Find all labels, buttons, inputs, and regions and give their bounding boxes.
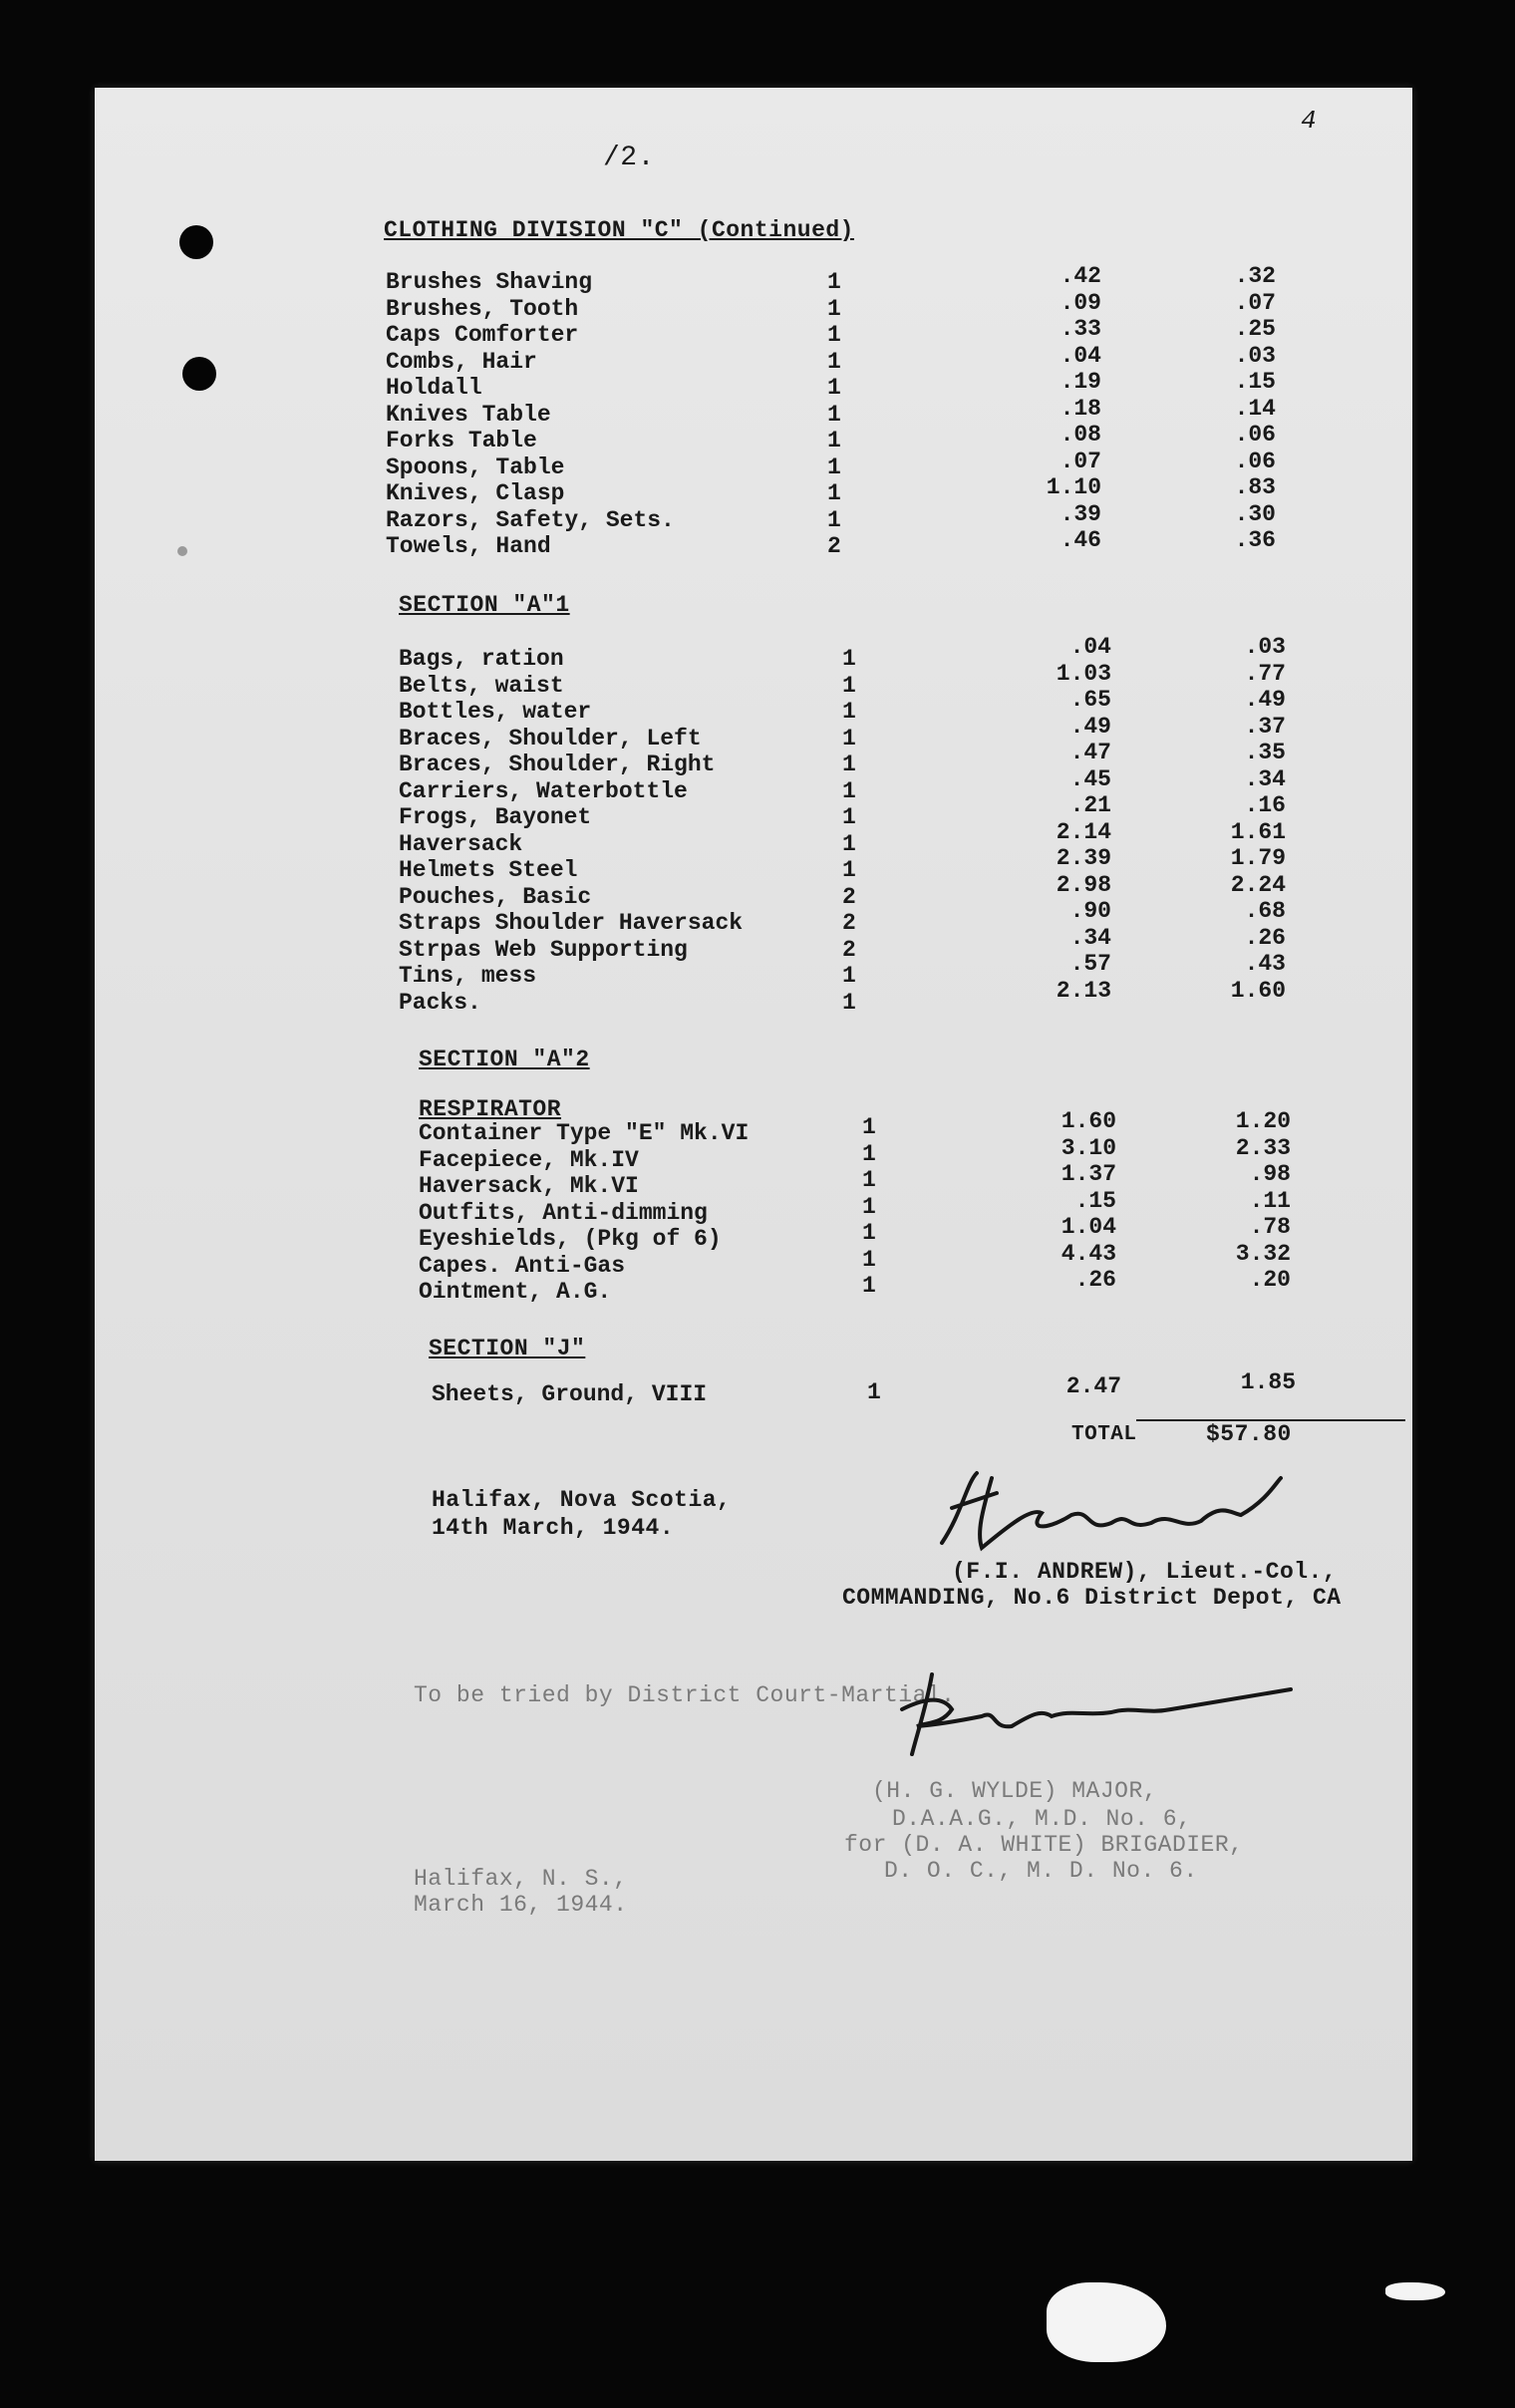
- item-value: .14: [1234, 395, 1276, 422]
- item-names: Braces, Shoulder, Left: [399, 725, 702, 752]
- j-price: [1022, 1373, 1121, 1400]
- item-price: .49: [1069, 713, 1111, 740]
- brigadier-line-2: D.A.A.G., M.D. No. 6,: [892, 1806, 1192, 1832]
- item-value: .35: [1244, 740, 1286, 765]
- item-names: Holdall: [386, 375, 482, 401]
- j-qty: [867, 1379, 881, 1406]
- a2-value: [1191, 1108, 1291, 1294]
- item-names: Sheets, Ground, VIII: [432, 1381, 708, 1407]
- item-price: .65: [1069, 687, 1111, 713]
- a1-qty: [842, 646, 856, 1016]
- item-value: .03: [1244, 634, 1286, 660]
- item-names: Bottles, water: [399, 699, 592, 725]
- total-label: TOTAL: [1071, 1423, 1137, 1446]
- item-qty: 1: [827, 453, 841, 480]
- item-names: Straps Shoulder Haversack: [399, 910, 744, 936]
- commanding-line-2: COMMANDING, No.6 District Depot, CA: [842, 1585, 1342, 1611]
- item-value: .34: [1244, 765, 1286, 792]
- item-names: Bags, ration: [399, 646, 564, 672]
- item-qty: 1: [842, 857, 856, 883]
- item-price: 1.10: [1046, 474, 1101, 500]
- court-martial-note: To be tried by District Court-Martial.: [414, 1682, 956, 1708]
- document-page: [95, 88, 1412, 2161]
- item-value: .49: [1244, 687, 1286, 713]
- item-qty: 1: [842, 752, 856, 777]
- j-value: [1196, 1369, 1296, 1396]
- item-price: 2.98: [1056, 871, 1111, 898]
- item-names: Ointment, A.G.: [419, 1279, 612, 1305]
- item-value: .06: [1234, 448, 1276, 474]
- item-price: .08: [1060, 422, 1101, 448]
- item-names: Razors, Safety, Sets.: [386, 506, 675, 533]
- item-price: 4.43: [1060, 1240, 1116, 1267]
- item-price: .15: [1074, 1187, 1116, 1214]
- total-value: $57.80: [1206, 1421, 1292, 1447]
- item-price: .90: [1069, 898, 1111, 924]
- item-qty: 1: [827, 401, 841, 428]
- item-names: Frogs, Bayonet: [399, 804, 592, 830]
- item-price: 2.39: [1056, 845, 1111, 871]
- commanding-line-1: (F.I. ANDREW), Lieut.-Col.,: [952, 1559, 1338, 1585]
- item-value: .83: [1234, 474, 1276, 500]
- item-names: Forks Table: [386, 428, 537, 453]
- item-value: .77: [1244, 660, 1286, 687]
- a1-value: [1186, 634, 1286, 1004]
- item-names: Spoons, Table: [386, 453, 565, 480]
- item-price: 2.47: [1065, 1373, 1121, 1399]
- item-value: .32: [1234, 263, 1276, 289]
- item-value: .36: [1234, 527, 1276, 553]
- item-qty: 1: [827, 322, 841, 348]
- item-qty: 1: [842, 989, 856, 1016]
- item-names: Braces, Shoulder, Right: [399, 752, 716, 777]
- item-price: .04: [1069, 634, 1111, 660]
- a2-qty: [862, 1114, 876, 1300]
- item-price: .07: [1060, 448, 1101, 474]
- item-value: .30: [1234, 500, 1276, 527]
- punch-hole-mark: [177, 546, 187, 556]
- j-names: [432, 1381, 707, 1408]
- item-price: .42: [1060, 263, 1101, 289]
- film-artifact: [1047, 2282, 1166, 2362]
- item-price: 2.13: [1056, 977, 1111, 1004]
- item-price: .21: [1069, 792, 1111, 818]
- item-price: 1.37: [1060, 1161, 1116, 1187]
- item-names: Brushes, Tooth: [386, 295, 579, 322]
- item-value: .98: [1249, 1161, 1291, 1187]
- brigadier-line-4: D. O. C., M. D. No. 6.: [884, 1858, 1198, 1884]
- item-value: .68: [1244, 898, 1286, 924]
- clothing-value: [1176, 263, 1276, 554]
- item-value: 1.85: [1240, 1369, 1296, 1395]
- item-value: .16: [1244, 792, 1286, 818]
- item-price: .46: [1060, 527, 1101, 553]
- clothing-names: [386, 269, 675, 560]
- item-qty: 1: [862, 1140, 876, 1167]
- section-a1-heading: SECTION "A"1: [399, 592, 570, 618]
- item-qty: 1: [827, 269, 841, 295]
- bottom-date-line-2: March 16, 1944.: [414, 1892, 628, 1918]
- item-value: .11: [1249, 1187, 1291, 1214]
- andrew-signature: [922, 1453, 1321, 1563]
- item-value: 2.33: [1235, 1134, 1291, 1161]
- item-names: Capes. Anti-Gas: [419, 1252, 626, 1279]
- punch-hole: [182, 357, 216, 391]
- item-price: .45: [1069, 765, 1111, 792]
- item-value: .07: [1234, 289, 1276, 316]
- item-qty: 2: [842, 936, 856, 963]
- item-qty: 1: [842, 699, 856, 725]
- item-qty: 1: [842, 804, 856, 830]
- item-qty: 1: [862, 1246, 876, 1273]
- item-value: .37: [1244, 713, 1286, 740]
- item-price: .57: [1069, 951, 1111, 977]
- item-qty: 1: [827, 428, 841, 453]
- item-qty: 1: [867, 1379, 881, 1405]
- item-qty: 1: [827, 295, 841, 322]
- page-number: /2.: [603, 143, 655, 173]
- item-names: Knives, Clasp: [386, 480, 565, 506]
- item-qty: 1: [862, 1273, 876, 1299]
- item-price: .47: [1069, 740, 1111, 765]
- item-names: Strpas Web Supporting: [399, 936, 688, 963]
- item-names: Outfits, Anti-dimming: [419, 1199, 708, 1226]
- item-qty: 2: [827, 533, 841, 559]
- item-names: Towels, Hand: [386, 533, 551, 559]
- brigadier-line-3: for (D. A. WHITE) BRIGADIER,: [844, 1832, 1244, 1858]
- item-value: 1.79: [1230, 845, 1286, 871]
- item-names: Helmets Steel: [399, 857, 578, 883]
- section-a2-heading: SECTION "A"2: [419, 1047, 590, 1072]
- item-price: .18: [1060, 395, 1101, 422]
- item-value: 2.24: [1230, 871, 1286, 898]
- item-qty: 1: [827, 348, 841, 375]
- item-names: Brushes Shaving: [386, 269, 593, 295]
- item-qty: 1: [842, 777, 856, 804]
- item-names: Caps Comforter: [386, 322, 579, 348]
- item-qty: 1: [842, 646, 856, 672]
- punch-hole: [179, 225, 213, 259]
- item-price: .19: [1060, 369, 1101, 395]
- clothing-heading: CLOTHING DIVISION "C" (Continued): [384, 217, 854, 243]
- wylde-signature: [872, 1655, 1331, 1764]
- brigadier-line-1: (H. G. WYLDE) MAJOR,: [872, 1778, 1158, 1804]
- item-value: 1.60: [1230, 977, 1286, 1004]
- item-value: .06: [1234, 422, 1276, 448]
- item-value: .15: [1234, 369, 1276, 395]
- item-names: Carriers, Waterbottle: [399, 777, 688, 804]
- item-names: Haversack, Mk.VI: [419, 1173, 639, 1199]
- item-value: .78: [1249, 1214, 1291, 1240]
- place-line-2: 14th March, 1944.: [432, 1515, 675, 1541]
- item-qty: 1: [827, 506, 841, 533]
- item-qty: 1: [827, 480, 841, 506]
- bottom-date-line-1: Halifax, N. S.,: [414, 1866, 628, 1892]
- item-price: .33: [1060, 316, 1101, 342]
- item-names: Packs.: [399, 989, 481, 1016]
- item-names: Container Type "E" Mk.VI: [419, 1120, 750, 1146]
- item-qty: 1: [862, 1167, 876, 1193]
- item-value: .43: [1244, 951, 1286, 977]
- item-qty: 1: [862, 1193, 876, 1220]
- item-names: Pouches, Basic: [399, 883, 592, 910]
- corner-mark: 4: [1301, 106, 1318, 136]
- item-price: .26: [1074, 1267, 1116, 1293]
- item-names: Tins, mess: [399, 963, 537, 989]
- item-price: .09: [1060, 289, 1101, 316]
- item-price: .39: [1060, 500, 1101, 527]
- item-price: 2.14: [1056, 818, 1111, 845]
- item-value: .25: [1234, 316, 1276, 342]
- clothing-qty: [827, 269, 841, 560]
- a2-names: [419, 1120, 749, 1306]
- item-price: 3.10: [1060, 1134, 1116, 1161]
- a1-price: [1012, 634, 1111, 1004]
- clothing-price: [1002, 263, 1101, 554]
- item-value: .26: [1244, 924, 1286, 951]
- item-price: 1.60: [1060, 1108, 1116, 1134]
- section-j-heading: SECTION "J": [429, 1336, 586, 1361]
- item-price: .34: [1069, 924, 1111, 951]
- item-names: Knives Table: [386, 401, 551, 428]
- respirator-subheading: RESPIRATOR: [419, 1096, 562, 1122]
- item-value: 1.20: [1235, 1108, 1291, 1134]
- item-qty: 1: [842, 830, 856, 857]
- item-names: Combs, Hair: [386, 348, 537, 375]
- item-names: Eyeshields, (Pkg of 6): [419, 1226, 722, 1252]
- item-qty: 1: [862, 1114, 876, 1140]
- item-names: Facepiece, Mk.IV: [419, 1146, 639, 1173]
- item-price: 1.03: [1056, 660, 1111, 687]
- item-qty: 1: [842, 963, 856, 989]
- a1-names: [399, 646, 743, 1016]
- item-value: .20: [1249, 1267, 1291, 1293]
- item-qty: 2: [842, 910, 856, 936]
- item-price: .04: [1060, 342, 1101, 369]
- item-value: .03: [1234, 342, 1276, 369]
- item-names: Belts, waist: [399, 672, 564, 699]
- item-qty: 1: [862, 1220, 876, 1246]
- item-qty: 1: [842, 725, 856, 752]
- item-qty: 2: [842, 883, 856, 910]
- item-value: 1.61: [1230, 818, 1286, 845]
- place-line-1: Halifax, Nova Scotia,: [432, 1487, 732, 1513]
- a2-price: [1017, 1108, 1116, 1294]
- item-value: 3.32: [1235, 1240, 1291, 1267]
- item-qty: 1: [827, 375, 841, 401]
- film-artifact: [1385, 2282, 1445, 2300]
- item-qty: 1: [842, 672, 856, 699]
- item-names: Haversack: [399, 830, 523, 857]
- item-price: 1.04: [1060, 1214, 1116, 1240]
